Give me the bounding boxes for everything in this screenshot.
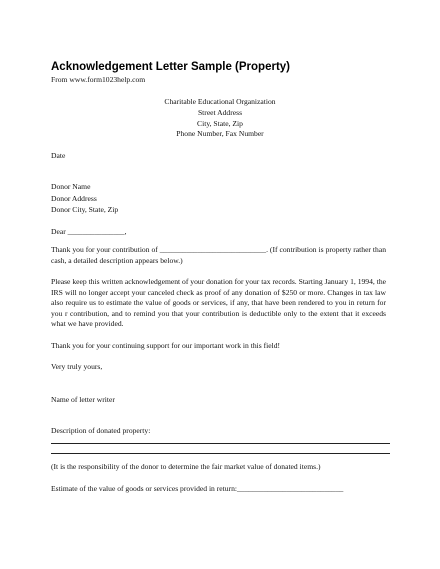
source-line: From www.form1023help.com (51, 75, 146, 84)
description-label: Description of donated property: (51, 426, 151, 435)
date-label: Date (51, 151, 66, 160)
donor-name: Donor Name (51, 182, 91, 191)
responsibility-note: (It is the responsibility of the donor to determine the fair market value of donated items.) (51, 462, 321, 471)
org-name: Charitable Educational Organization (164, 97, 276, 106)
paragraph-thanks: Thank you for your continuing support for our important work in this field! (51, 341, 281, 350)
donor-address: Donor Address (51, 194, 97, 203)
description-line-2 (51, 453, 390, 454)
document-title: Acknowledgement Letter Sample (Property) (51, 61, 290, 73)
org-address: Street Address (197, 108, 243, 117)
org-city: City, State, Zip (197, 119, 243, 128)
description-line-1 (51, 443, 390, 444)
paragraph-contribution: Thank you for your contribution of ____________________________. (If contribution is property rather than cash, a detailed description appears below.) (51, 245, 386, 265)
signer-name: Name of letter writer (51, 395, 115, 404)
org-phone: Phone Number, Fax Number (176, 129, 264, 138)
closing: Very truly yours, (51, 362, 103, 371)
salutation: Dear _______________, (51, 227, 127, 236)
estimate-line: Estimate of the value of goods or services provided in return:____________________________ (51, 484, 344, 493)
donor-city: Donor City, State, Zip (51, 205, 119, 214)
paragraph-tax-records: Please keep this written acknowledgement of your donation for your tax records. Starting January 1, 1994, the IRS will no longer accept your canceled check as proof of any donation of $250 or more. Changes in tax law also require us to estimate the value of goods or services, if any, that have been rendered to you in return for you r contribution, and to remind you that your contribution is deductible only to the extent that it exceeds what we have provided. (51, 277, 386, 329)
